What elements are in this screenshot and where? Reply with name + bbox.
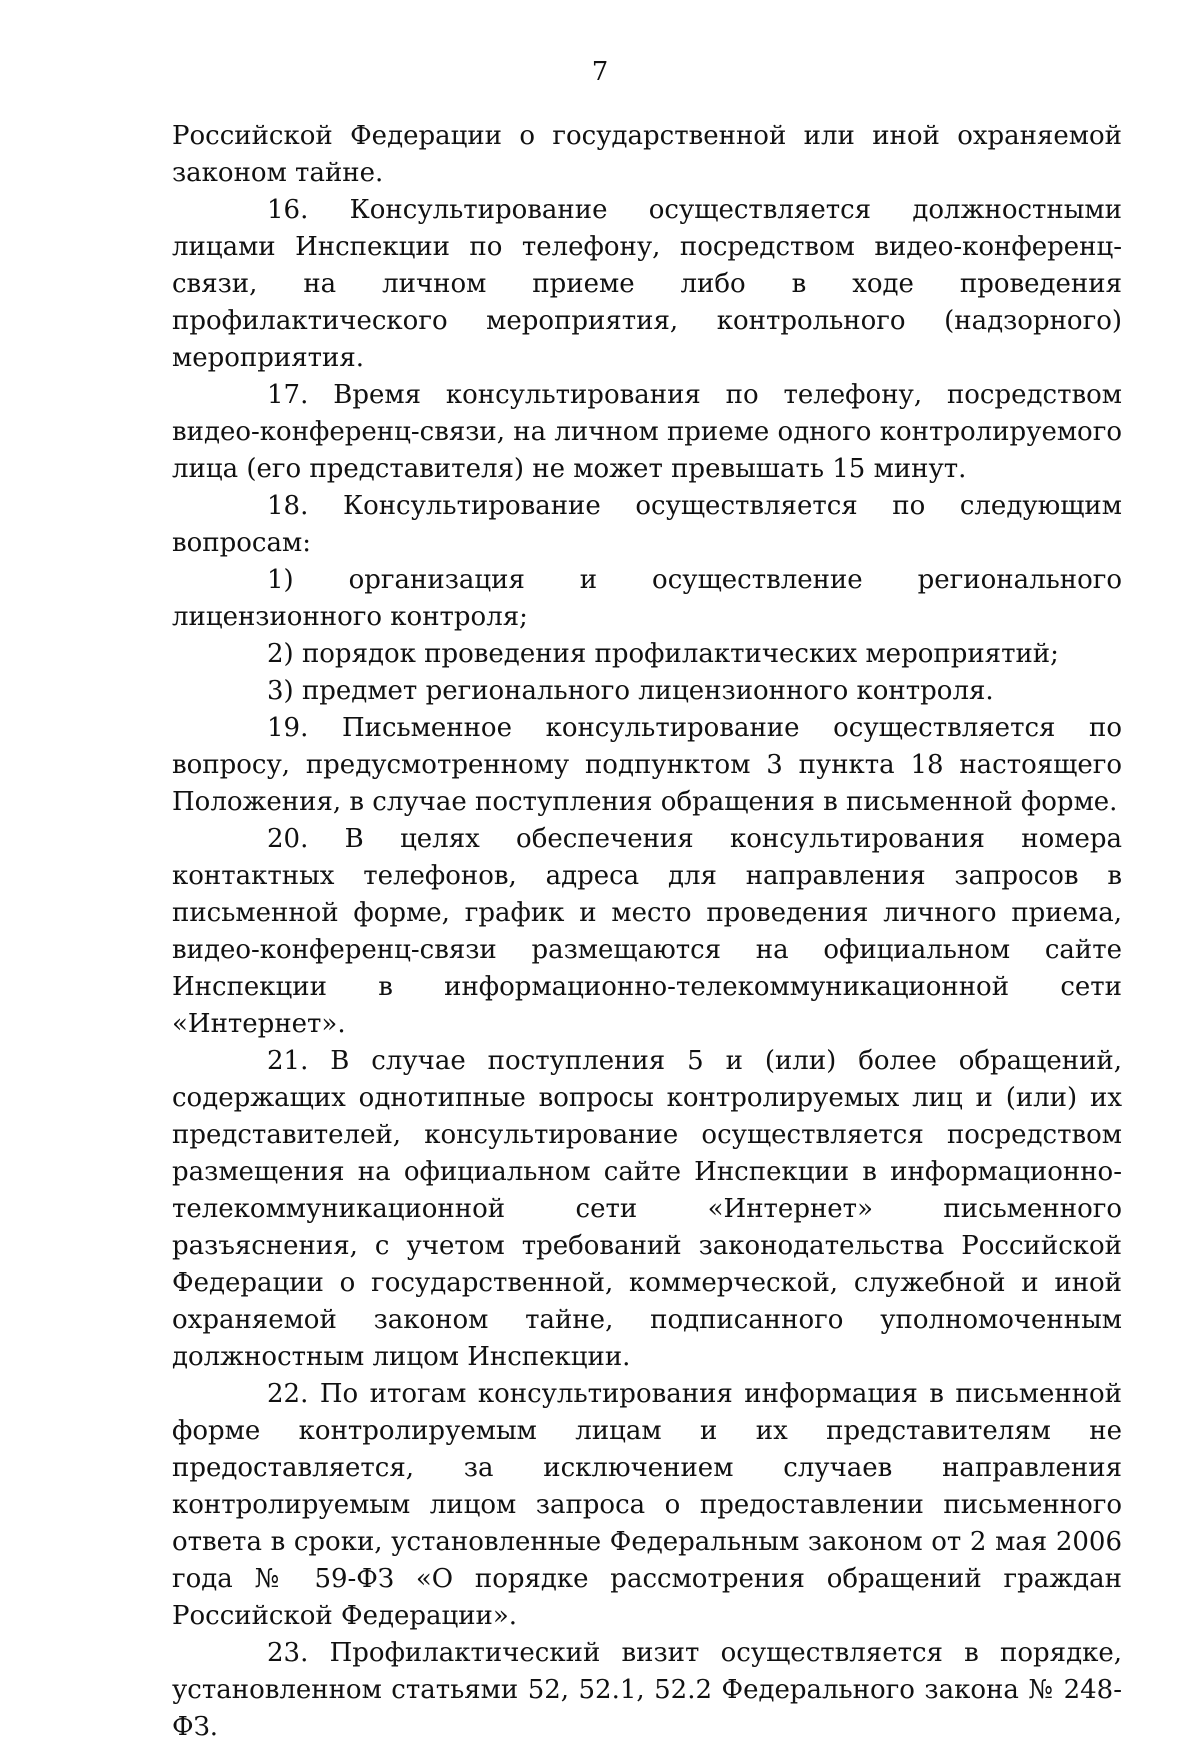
paragraph-23: 23. Профилактический визит осуществляется в порядке, установленном статьями 52, 52.1, 52.2 Федерального закона № 248-ФЗ. bbox=[172, 1638, 1122, 1742]
paragraph-18-item-2: 2) порядок проведения профилактических мероприятий; bbox=[267, 639, 1059, 669]
paragraph-20: 20. В целях обеспечения консультирования номера контактных телефонов, адреса для направления запросов в письменной форме, график и место проведения личного приема, видео-конференц-связи размещаются на официальном сайте Инспекции в информационно-телекоммуникационной сети «Интернет». bbox=[172, 824, 1122, 1039]
paragraph-18-item-1: 1) организация и осуществление регионального лицензионного контроля; bbox=[172, 565, 1122, 632]
paragraph-18-item-3: 3) предмет регионального лицензионного контроля. bbox=[267, 676, 994, 706]
paragraph-18: 18. Консультирование осуществляется по следующим вопросам: bbox=[172, 491, 1122, 558]
paragraph-continuation: Российской Федерации о государственной или иной охраняемой законом тайне. bbox=[172, 121, 1122, 188]
paragraph-19: 19. Письменное консультирование осуществляется по вопросу, предусмотренному подпунктом 3 пункта 18 настоящего Положения, в случае поступления обращения в письменной форме. bbox=[172, 713, 1122, 817]
page-number: 7 bbox=[591, 57, 609, 87]
paragraph-22: 22. По итогам консультирования информация в письменной форме контролируемым лицам и их представителям не предоставляется, за исключением случаев направления контролируемым лицом запроса о предоставлении письменного ответа в сроки, установленные Федеральным законом от 2 мая 2006 года № 59-ФЗ «О порядке рассмотрения обращений граждан Российской Федерации». bbox=[172, 1379, 1122, 1631]
paragraph-16: 16. Консультирование осуществляется должностными лицами Инспекции по телефону, посредством видео-конференц-связи, на личном приеме либо в ходе проведения профилактического мероприятия, контрольного (надзорного) мероприятия. bbox=[172, 195, 1122, 373]
paragraph-17: 17. Время консультирования по телефону, посредством видео-конференц-связи, на личном приеме одного контролируемого лица (его представителя) не может превышать 15 минут. bbox=[172, 380, 1122, 484]
paragraph-21: 21. В случае поступления 5 и (или) более обращений, содержащих однотипные вопросы контролируемых лиц и (или) их представителей, консультирование осуществляется посредством размещения на официальном сайте Инспекции в информационно-телекоммуникационной сети «Интернет» письменного разъяснения, с учетом требований законодательства Российской Федерации о государственной, коммерческой, служебной и иной охраняемой законом тайне, подписанного уполномоченным должностным лицом Инспекции. bbox=[172, 1046, 1122, 1372]
document-body bbox=[172, 118, 1122, 1746]
